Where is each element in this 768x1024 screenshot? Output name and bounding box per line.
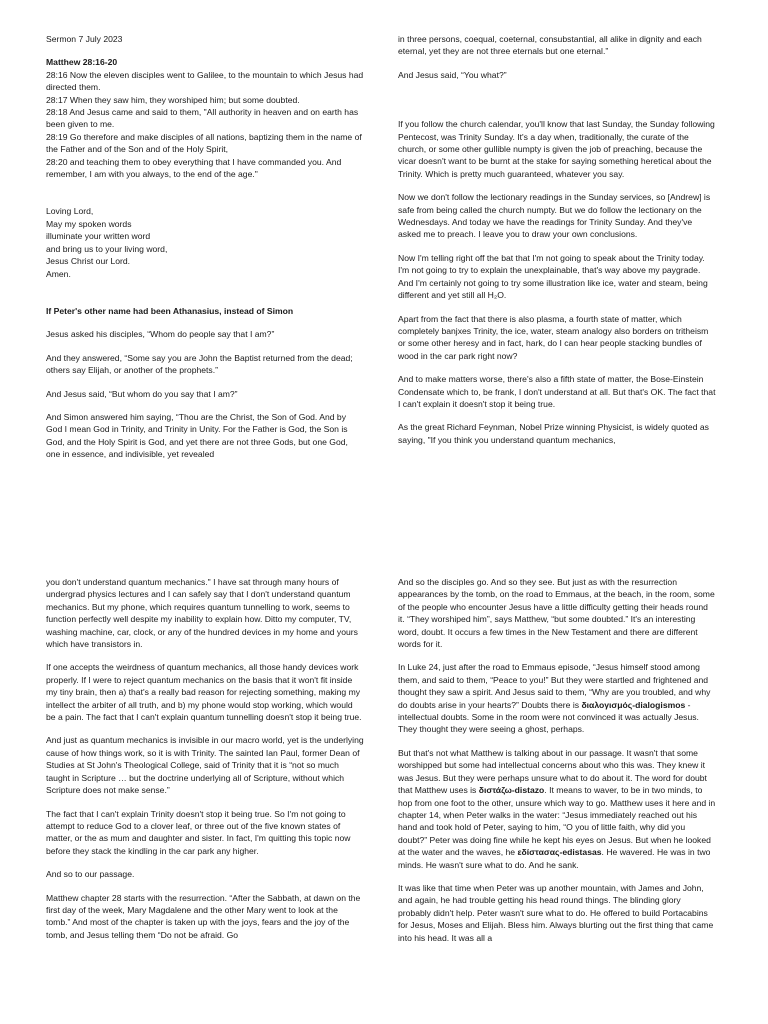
paragraph: Now I'm telling right off the bat that I'm not going to speak about the Trinity today. I'm not going to try to explain the unexplainable, that's way above my paygrade. And I'm certainly not going to try some illustration like ice, water and steam, being different and yet still all H₂O. [398, 252, 708, 301]
paragraph: in three persons, coequal, coeternal, consubstantial, all alike in dignity and each eternal, yet they are not three eternals but one eternal.” [398, 34, 702, 57]
page-gap [0, 512, 768, 548]
paragraph: And so the disciples go. And so they see. But just as with the resurrection appearances by the tomb, on the road to Emmaus, at the beach, in the room, some of the people who encounter Jesus have a little difficulty getting their heads round it. “They worshiped him”, says Matthew, “but some doubted.” It's an interesting word, doubt. It occurs a few times in the New Testament and there are different words for it. [398, 577, 715, 650]
paragraph: And so to our passage. [46, 869, 135, 880]
paragraph: And Simon answered him saying, “Thou are the Christ, the Son of God. And by God I mean God in Trinity, and Trinity in Unity. For the Father is God, the Son is God, and the Holy Spirit is God, and yet there are not three Gods, but one God, one in essence, and indivisible, yet revealed [46, 411, 348, 460]
paragraph: If one accepts the weirdness of quantum mechanics, all those handy devices work properly. If I were to reject quantum mechanics on the basis that it won't fit inside my tiny brain, then a) that's a really bad reason for rejecting something, making my intellect the arbiter of all truth, and b) my phone would stop working, which would be a pain. The fact that I can't explain quantum tunnelling doesn't stop it being true. [46, 662, 362, 723]
paragraph: If you follow the church calendar, you'll know that last Sunday, the Sunday following Pentecost, was Trinity Sunday. It's a day when, traditionally, the curate of the church, or some other gullible numpty is given the job of preaching, because the vicar doesn't want to be burnt at the stake for saying something heretical about the Trinity. Which is pretty much guaranteed, whatever you say. [398, 119, 715, 179]
paragraph: And they answered, “Some say you are John the Baptist returned from the dead; others say Elijah, or another of the prophets.” [46, 352, 353, 376]
paragraph [398, 747, 716, 871]
page2-right-column [398, 576, 716, 955]
paragraph: And to make matters worse, there's also a fifth state of matter, the Bose-Einstein Condensate which to, be frank, I don't understand at all. But that's OK. The fact that I can't explain it doesn't stop it being true. [398, 374, 716, 409]
paragraph: And Jesus said, “You what?” [398, 69, 507, 80]
sermon-header: Sermon 7 July 2023 [46, 34, 123, 44]
page1-left-column [46, 33, 364, 472]
page2-left-column [46, 576, 364, 952]
text-run: - intellectual doubts. Some in the room were not convinced it was actually Jesus. They thought they were seeing a ghost, perhaps. [398, 699, 699, 735]
greek-term: εδίστασας-edistasas [517, 847, 602, 858]
paragraph: And just as quantum mechanics is invisible in our macro world, yet is the underlying cause of how things work, so it is with Trinity. The sainted Ian Paul, former Dean of Studies at St John's Theological College, said of Trinity that it is “not so much taught in Scripture … but the doctrine underlying all of Scripture, without which Scripture does not make sense.” [46, 735, 364, 796]
reading-reference: Matthew 28:16-20 [46, 57, 118, 68]
text-run: . He wavered. He was in two minds. He wasn't sure what to do. And he sank. [398, 847, 711, 870]
text-run: But that's not what Matthew is talking about in our passage. It wasn't that some worshipped but some had intellectual concerns about who this was. They knew it was Jesus. But they were perhaps unsure what to do about it. The word for doubt that Matthew uses is [398, 747, 707, 796]
reading-text: 28:16 Now the eleven disciples went to Galilee, to the mountain to which Jesus had directed them. 28:17 When they saw him, they worshiped him; but some doubted. 28:18 And Jesus came and said to them, "All authority in heaven and on earth has been given to me. 28:19 Go therefore and make disciples of all nations, baptizing them in the name of the Father and of the Son and of the Holy Spirit, 28:20 and teaching them to obey everything that I have commanded you. And remember, I am with you always, to the end of the age." [46, 69, 364, 180]
section-title: If Peter's other name had been Athanasius, instead of Simon [46, 305, 294, 316]
paragraph: Now we don't follow the lectionary readings in the Sunday services, so [Andrew] is safe from being called the church numpty. But we do follow the lectionary on the Wednesdays. And today we have the readings for Trinity Sunday. And they've asked me to preach. I leave you to draw your own conclusions. [398, 192, 711, 240]
paragraph: As the great Richard Feynman, Nobel Prize winning Physicist, is widely quoted as saying, "If you think you understand quantum mechanics, [398, 422, 709, 445]
text-run: . It means to waver, to be in two minds, to hop from one foot to the other, unsure which way to go. Matthew uses it here and in chapter 14, when Peter walks in the water: “Jesus immediately reached out his hand and took hold of Peter, saying to him, “O you of little faith, why did you doubt?” Peter was doing fine while he kept his eyes on Jesus. But when he looked at the water and the waves, he [398, 785, 716, 858]
paragraph: you don't understand quantum mechanics." I have sat through many hours of undergrad physics lectures and I can safely say that I don't understand quantum mechanics. But my phone, which requires quantum tunnelling to work, seems to function perfectly well despite my inability to explain how. Ditto my computer, TV, washing machine, car, clock, or any of the hundred devices in my home and yours which have transistors in. [46, 577, 358, 650]
paragraph: And Jesus said, “But whom do you say that I am?” [46, 388, 238, 399]
paragraph: The fact that I can't explain Trinity doesn't stop it being true. So I'm not going to attempt to reduce God to a clover leaf, or three out of the five known states of matter, or the as mum and daughter and sister. In fact, I'm quitting this topic now before they stack the kindling in the car park any higher. [46, 808, 351, 856]
opening-prayer: Loving Lord, May my spoken words illuminate your written word and bring us to your living word, Jesus Christ our Lord. Amen. [46, 206, 168, 279]
page1-right-column [398, 33, 716, 457]
paragraph: It was like that time when Peter was up another mountain, with James and John, and again, he had trouble getting his head round things. The blinding glory probably didn't help. Peter wasn't sure what to do. He offered to build Portacabins for Jesus, Moses and Elijah. Bless him. Always blurting out the first thing that came into his head. It was all a [398, 882, 714, 943]
text-run: In Luke 24, just after the road to Emmaus episode, “Jesus himself stood among them, and said to them, “Peace to you!” But they were startled and frightened and thought they saw a spirit. And Jesus said to them, “Why are you troubled, and why do doubts arise in your hearts?” Doubts there is [398, 662, 711, 710]
paragraph [398, 661, 716, 735]
paragraph: Matthew chapter 28 starts with the resurrection. “After the Sabbath, at dawn on the first day of the week, Mary Magdalene and the other Mary went to look at the tomb.” And most of the chapter is taken up with the joys, fears and the joy of the tomb, and Jesus telling them “Do not be afraid. Go [46, 892, 361, 940]
paragraph: Jesus asked his disciples, “Whom do people say that I am?” [46, 329, 275, 340]
document-page-2 [0, 548, 768, 1024]
greek-term: διαλογισμός-dialogismos [581, 699, 686, 710]
paragraph: Apart from the fact that there is also plasma, a fourth state of matter, which completely banjxes Trinity, the ice, water, steam analogy also borders on tritheism or some other heresy and in fact, hark, do I can hear people stacking bundles of wood in the car park right now? [398, 313, 709, 361]
greek-term: διστάζω-distazo [478, 785, 545, 796]
